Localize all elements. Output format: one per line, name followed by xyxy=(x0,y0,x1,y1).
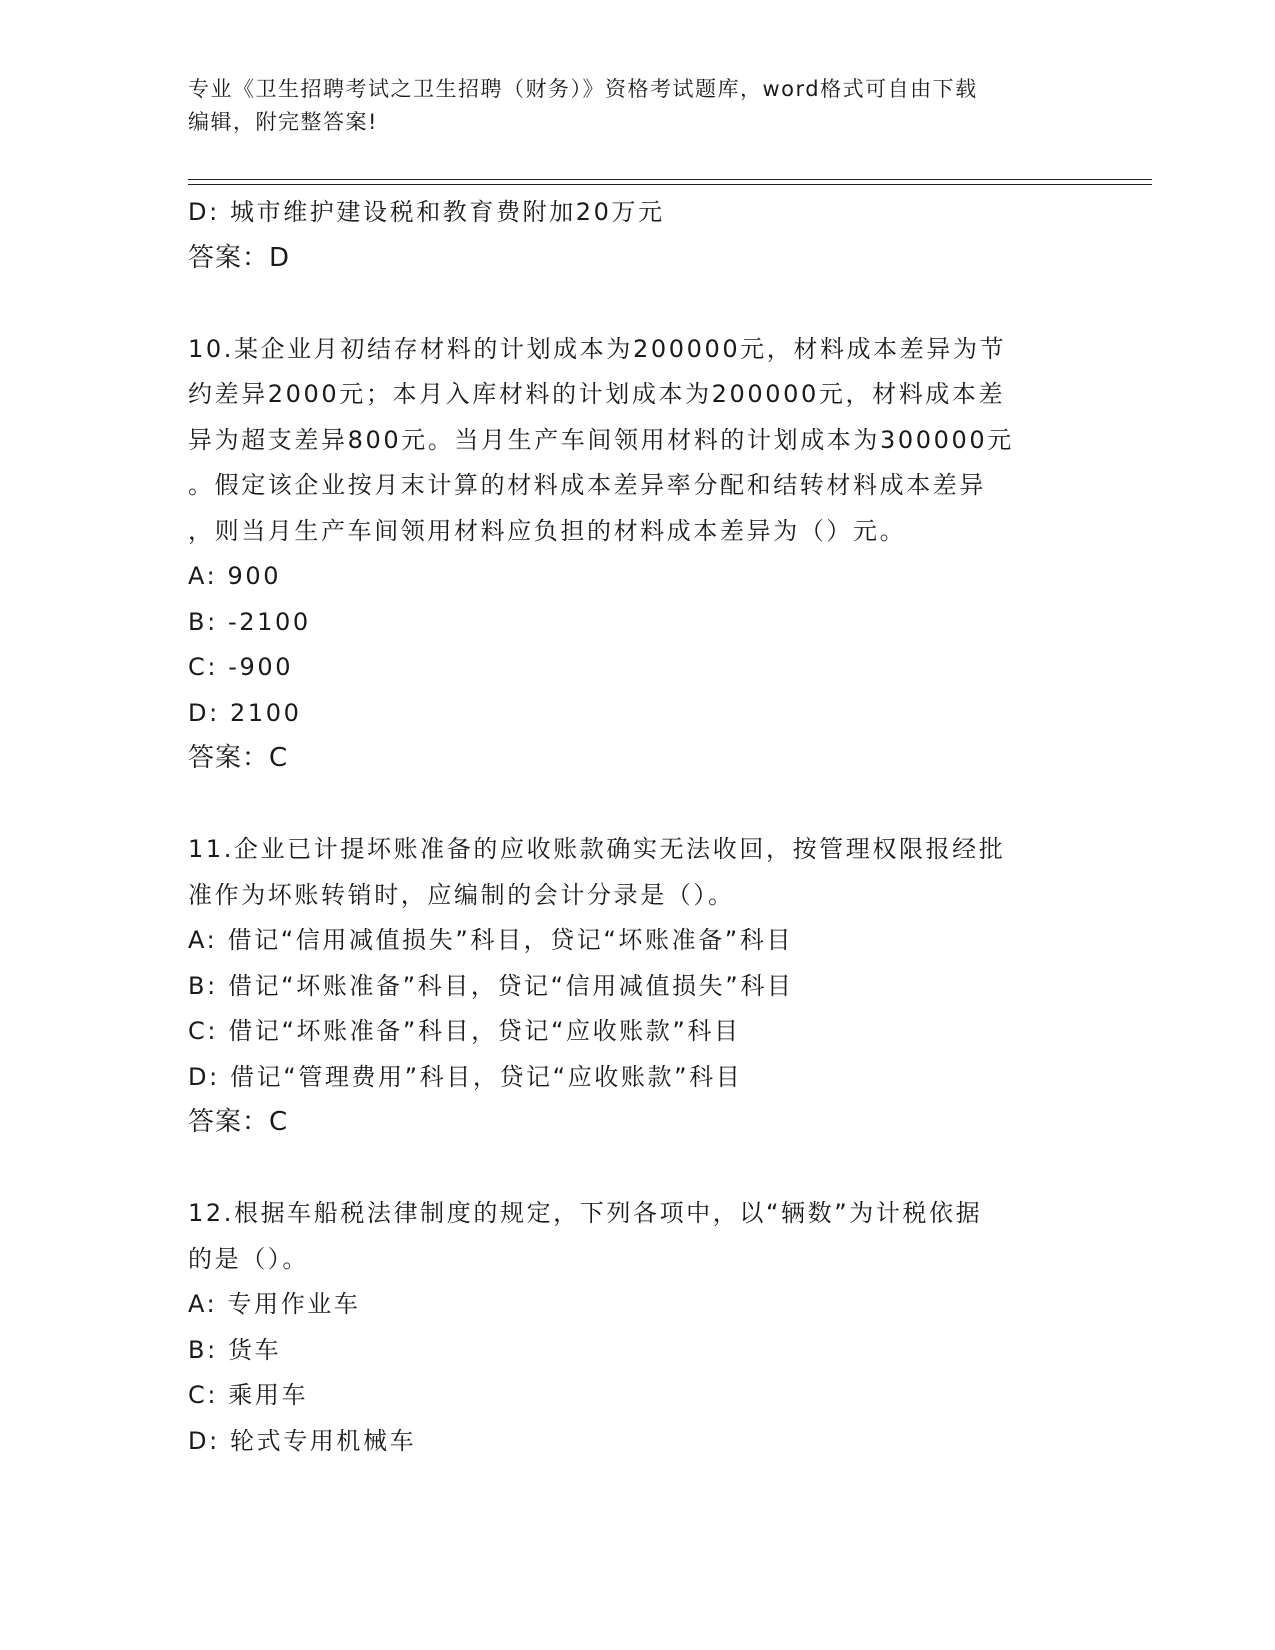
header-divider-top xyxy=(188,179,1152,180)
document-header xyxy=(188,73,1088,139)
question-stem-line: 11.企业已计提坏账准备的应收账款确实无法收回，按管理权限报经批 xyxy=(188,835,1006,863)
previous-question-tail xyxy=(188,190,1078,281)
question-stem-line: 约差异2000元；本月入库材料的计划成本为200000元，材料成本差 xyxy=(188,380,1006,408)
header-line-2: 编辑，附完整答案! xyxy=(188,110,378,134)
header-divider-bottom xyxy=(188,184,1152,185)
answer-label: 答案：D xyxy=(188,242,291,273)
header-line-1: 专业《卫生招聘考试之卫生招聘（财务）》资格考试题库，word格式可自由下载 xyxy=(188,77,978,101)
question-11 xyxy=(188,827,1078,1146)
option-d: D: 借记“管理费用”科目，贷记“应收账款”科目 xyxy=(188,1062,743,1091)
option-c: C: 乘用车 xyxy=(188,1381,309,1409)
option-c: C: 借记“坏账准备”科目，贷记“应收账款”科目 xyxy=(188,1017,741,1045)
option-a: A: 借记“信用减值损失”科目，贷记“坏账准备”科目 xyxy=(188,926,794,954)
answer-label: 答案：C xyxy=(188,743,289,773)
question-12 xyxy=(188,1191,1078,1464)
option-b: B: 货车 xyxy=(188,1335,282,1364)
option-d: D: 2100 xyxy=(188,698,302,727)
option-b: B: -2100 xyxy=(188,607,311,636)
option-d: D: 轮式专用机械车 xyxy=(188,1426,417,1455)
question-stem-line: 12.根据车船税法律制度的规定，下列各项中，以“辆数”为计税依据 xyxy=(188,1199,983,1227)
option-c: C: -900 xyxy=(188,653,294,681)
question-list xyxy=(188,190,1078,1464)
question-stem-line: 异为超支差异800元。当月生产车间领用材料的计划成本为300000元 xyxy=(188,425,1014,454)
question-stem-line: 。假定该企业按月末计算的材料成本差异率分配和结转材料成本差异 xyxy=(188,471,986,499)
answer-label: 答案：C xyxy=(188,1107,289,1137)
question-stem-line: ，则当月生产车间领用材料应负担的材料成本差异为（）元。 xyxy=(188,516,907,545)
question-10 xyxy=(188,327,1078,782)
option-a: A: 专用作业车 xyxy=(188,1290,361,1318)
question-stem-line: 的是（）。 xyxy=(188,1244,309,1273)
option-a: A: 900 xyxy=(188,562,282,590)
option-d: D: 城市维护建设税和教育费附加20万元 xyxy=(188,198,665,226)
question-stem-line: 准作为坏账转销时，应编制的会计分录是（）。 xyxy=(188,880,735,909)
option-b: B: 借记“坏账准备”科目，贷记“信用减值损失”科目 xyxy=(188,971,794,1000)
question-stem-line: 10.某企业月初结存材料的计划成本为200000元，材料成本差异为节 xyxy=(188,334,1007,363)
